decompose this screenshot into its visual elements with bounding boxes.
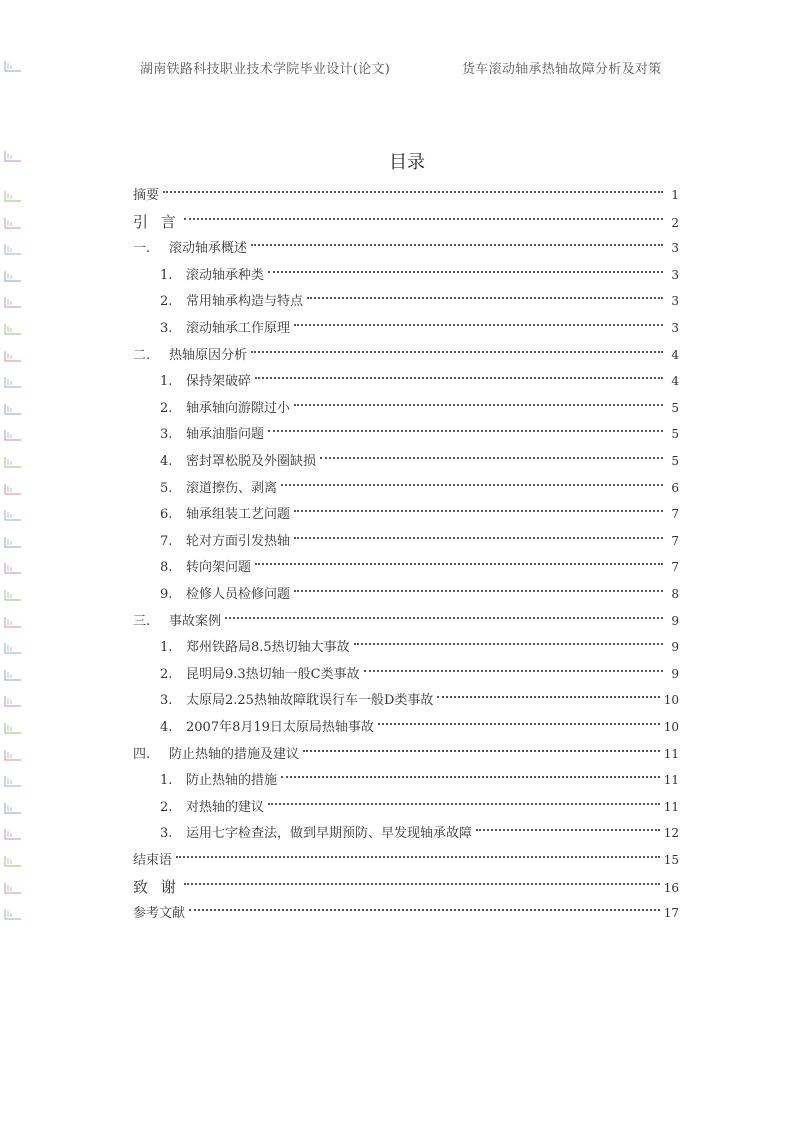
toc-entry[interactable] xyxy=(160,824,679,842)
margin-bookmark-icon xyxy=(4,456,22,468)
toc-dot-leader xyxy=(255,563,663,565)
toc-entry-label: 检修人员检修问题 xyxy=(186,587,291,602)
margin-bookmark-icon xyxy=(4,802,22,814)
toc-entry-page: 11 xyxy=(663,799,679,814)
toc-entry[interactable] xyxy=(133,213,679,231)
toc-dot-leader xyxy=(320,457,663,459)
toc-entry-label: 常用轴承构造与特点 xyxy=(186,294,304,310)
toc-entry[interactable] xyxy=(160,319,679,337)
toc-entry-page: 9 xyxy=(671,613,679,628)
toc-entry-page: 3 xyxy=(671,267,679,282)
toc-entry-number: 7. xyxy=(160,533,173,549)
toc-entry-label: 滚道擦伤、剥离 xyxy=(186,480,278,496)
toc-entry-number: 3. xyxy=(160,826,173,842)
margin-bookmark-icon xyxy=(4,562,22,574)
margin-bookmark-icon xyxy=(4,190,22,202)
toc-dot-leader xyxy=(294,537,663,539)
toc-dot-leader xyxy=(268,803,660,805)
toc-dot-leader xyxy=(184,218,663,220)
toc-entry-label: 事故案例 xyxy=(169,613,222,629)
toc-entry-number: 9. xyxy=(160,587,173,602)
toc-entry-page: 15 xyxy=(663,853,679,867)
margin-bookmark-icon xyxy=(4,509,22,521)
toc-entry-page: 3 xyxy=(671,321,679,335)
margin-bookmark-icon xyxy=(4,589,22,601)
toc-dot-leader xyxy=(176,856,660,858)
toc-entry[interactable] xyxy=(160,665,679,683)
toc-entry[interactable] xyxy=(160,798,679,816)
toc-entry-label: 引 言 xyxy=(133,212,180,231)
margin-bookmark-icon xyxy=(4,642,22,654)
toc-entry-label: 2007年8月19日太原局热轴事故 xyxy=(186,720,374,735)
toc-dot-leader xyxy=(354,643,663,645)
toc-entry[interactable] xyxy=(160,452,679,470)
toc-entry-page: 7 xyxy=(671,507,679,522)
toc-entry[interactable] xyxy=(133,612,679,630)
margin-bookmark-icon xyxy=(4,855,22,867)
toc-entry-number: 3. xyxy=(160,693,173,709)
toc-entry[interactable] xyxy=(133,186,679,204)
toc-entry-label: 轮对方面引发热轴 xyxy=(186,533,291,549)
toc-entry-page: 7 xyxy=(671,560,679,575)
toc-dot-leader xyxy=(307,297,663,299)
toc-dot-leader xyxy=(294,324,663,326)
toc-entry[interactable] xyxy=(133,239,679,257)
toc-dot-leader xyxy=(476,829,660,831)
toc-entry-number: 三. xyxy=(133,613,151,629)
toc-entry-page: 5 xyxy=(671,454,679,468)
toc-entry-label: 太原局2.25热轴故障耽误行车一般D类事故 xyxy=(186,693,434,709)
toc-entry-page: 9 xyxy=(671,640,679,655)
toc-dot-leader xyxy=(294,404,663,406)
toc-entry[interactable] xyxy=(160,532,679,550)
toc-dot-leader xyxy=(251,351,663,353)
toc-entry-page: 8 xyxy=(671,587,679,601)
toc-entry-number: 4. xyxy=(160,454,173,469)
toc-entry-label: 防止热轴的措施 xyxy=(186,773,278,789)
toc-entry-label: 对热轴的建议 xyxy=(186,799,265,815)
toc-entry-label: 轴承轴向游隙过小 xyxy=(186,400,291,416)
toc-entry[interactable] xyxy=(160,691,679,709)
toc-entry[interactable] xyxy=(160,771,679,789)
toc-entry-page: 16 xyxy=(663,880,679,895)
toc-dot-leader xyxy=(255,377,663,379)
margin-bookmark-icon xyxy=(4,722,22,734)
toc-entry-page: 4 xyxy=(671,374,679,389)
toc-entry-page: 5 xyxy=(671,400,679,415)
toc-dot-leader xyxy=(251,244,663,246)
toc-entry[interactable] xyxy=(160,638,679,656)
margin-bookmark-icon xyxy=(4,296,22,308)
margin-bookmark-icon xyxy=(4,775,22,787)
margin-bookmark-icon xyxy=(4,669,22,681)
toc-dot-leader xyxy=(437,696,659,698)
toc-entry[interactable] xyxy=(160,479,679,497)
margin-bookmark-icon xyxy=(4,908,22,920)
toc-entry-number: 3. xyxy=(160,321,173,336)
toc-entry-label: 密封罩松脱及外圈缺损 xyxy=(186,454,317,469)
toc-entry[interactable] xyxy=(160,425,679,443)
margin-bookmark-icon xyxy=(4,749,22,761)
toc-dot-leader xyxy=(378,723,660,725)
toc-entry[interactable] xyxy=(160,292,679,310)
toc-dot-leader xyxy=(268,271,663,273)
header-school-title: 湖南铁路科技职业技术学院毕业设计(论文) xyxy=(140,62,391,77)
margin-bookmark-icon xyxy=(4,376,22,388)
margin-bookmark-icon xyxy=(4,429,22,441)
toc-entry-number: 2. xyxy=(160,799,173,815)
toc-entry[interactable] xyxy=(133,346,679,364)
toc-dot-leader xyxy=(184,883,660,885)
toc-entry-number: 1. xyxy=(160,640,173,656)
toc-dot-leader xyxy=(268,430,663,432)
toc-entry-number: 2. xyxy=(160,666,173,682)
margin-bookmark-icon xyxy=(4,882,22,894)
toc-entry-page: 2 xyxy=(671,215,679,230)
toc-entry-label: 热轴原因分析 xyxy=(169,347,248,363)
toc-entry-label: 运用七字检查法，做到早期预防、早发现轴承故障 xyxy=(186,826,473,842)
toc-entry-page: 11 xyxy=(663,773,679,788)
toc-dot-leader xyxy=(189,909,660,911)
margin-bookmark-icon xyxy=(4,403,22,415)
toc-entry[interactable] xyxy=(133,851,679,869)
margin-bookmark-icon xyxy=(4,536,22,548)
margin-bookmark-icon xyxy=(4,483,22,495)
toc-dot-leader xyxy=(163,191,663,193)
toc-entry-label: 参考文献 xyxy=(133,906,186,922)
toc-dot-leader xyxy=(281,484,663,486)
toc-entry-label: 轴承油脂问题 xyxy=(186,427,265,443)
toc-entry-page: 9 xyxy=(671,666,679,681)
toc-entry-label: 滚动轴承工作原理 xyxy=(186,321,291,336)
toc-entry-page: 6 xyxy=(671,480,679,495)
toc-dot-leader xyxy=(281,776,660,778)
margin-bookmark-icon xyxy=(4,828,22,840)
toc-entry[interactable] xyxy=(160,266,679,284)
toc-entry-label: 保持架破碎 xyxy=(186,374,252,390)
toc-entry-label: 轴承组装工艺问题 xyxy=(186,507,291,523)
toc-entry-page: 10 xyxy=(663,720,679,734)
toc-dot-leader xyxy=(225,617,663,619)
toc-entry-label: 昆明局9.3热切轴一般C类事故 xyxy=(186,666,360,682)
toc-entry-page: 11 xyxy=(663,746,679,761)
toc-entry-number: 5. xyxy=(160,480,173,496)
toc-entry-page: 4 xyxy=(671,347,679,362)
toc-entry[interactable] xyxy=(160,399,679,417)
toc-entry-page: 3 xyxy=(671,241,679,256)
toc-entry-label: 防止热轴的措施及建议 xyxy=(169,746,300,762)
toc-entry-number: 四. xyxy=(133,746,151,762)
toc-dot-leader xyxy=(364,670,663,672)
toc-entry-number: 6. xyxy=(160,507,173,523)
margin-bookmark-icon xyxy=(4,217,22,229)
toc-entry-label: 转向架问题 xyxy=(186,560,252,576)
toc-entry-number: 1. xyxy=(160,374,173,390)
toc-dot-leader xyxy=(303,750,660,752)
toc-entry-number: 8. xyxy=(160,560,173,576)
margin-bookmark-icon xyxy=(4,270,22,282)
toc-entry-page: 12 xyxy=(663,826,679,841)
toc-entry-label: 摘要 xyxy=(133,188,160,203)
toc-entry-page: 5 xyxy=(671,427,679,442)
toc-entry[interactable] xyxy=(160,585,679,603)
toc-entry-number: 1. xyxy=(160,267,173,283)
header-thesis-title: 货车滚动轴承热轴故障分析及对策 xyxy=(462,62,662,77)
toc-entry[interactable] xyxy=(133,745,679,763)
toc-entry-page: 3 xyxy=(671,294,679,309)
margin-bookmark-icon xyxy=(4,323,22,335)
toc-dot-leader xyxy=(294,510,663,512)
toc-entry-page: 10 xyxy=(663,693,679,708)
margin-bookmark-icon xyxy=(4,695,22,707)
toc-entry[interactable] xyxy=(133,904,679,922)
toc-entry[interactable] xyxy=(160,558,679,576)
toc-entry-label: 结束语 xyxy=(133,853,173,868)
toc-entry[interactable] xyxy=(160,372,679,390)
toc-entry-number: 一. xyxy=(133,241,151,257)
toc-title: 目录 xyxy=(389,152,425,173)
toc-entry-page: 17 xyxy=(663,906,679,921)
toc-entry-page: 1 xyxy=(671,188,679,202)
toc-entry-label: 郑州铁路局8.5热切轴大事故 xyxy=(186,640,350,656)
margin-bookmark-icon xyxy=(4,60,22,72)
margin-bookmark-icon xyxy=(4,350,22,362)
margin-bookmark-icon xyxy=(4,243,22,255)
toc-entry[interactable] xyxy=(160,718,679,736)
toc-entry[interactable] xyxy=(160,505,679,523)
toc-entry-label: 致 谢 xyxy=(133,877,180,896)
toc-entry-number: 二. xyxy=(133,347,151,363)
toc-entry-label: 滚动轴承种类 xyxy=(186,267,265,283)
toc-dot-leader xyxy=(294,590,663,592)
toc-entry-number: 4. xyxy=(160,720,173,735)
toc-entry-page: 7 xyxy=(671,533,679,548)
margin-bookmark-icon xyxy=(4,616,22,628)
toc-entry[interactable] xyxy=(133,878,679,896)
toc-entry-number: 1. xyxy=(160,773,173,789)
toc-entry-number: 2. xyxy=(160,400,173,416)
toc-entry-number: 2. xyxy=(160,294,173,310)
toc-entry-label: 滚动轴承概述 xyxy=(169,241,248,257)
toc-entry-number: 3. xyxy=(160,427,173,443)
